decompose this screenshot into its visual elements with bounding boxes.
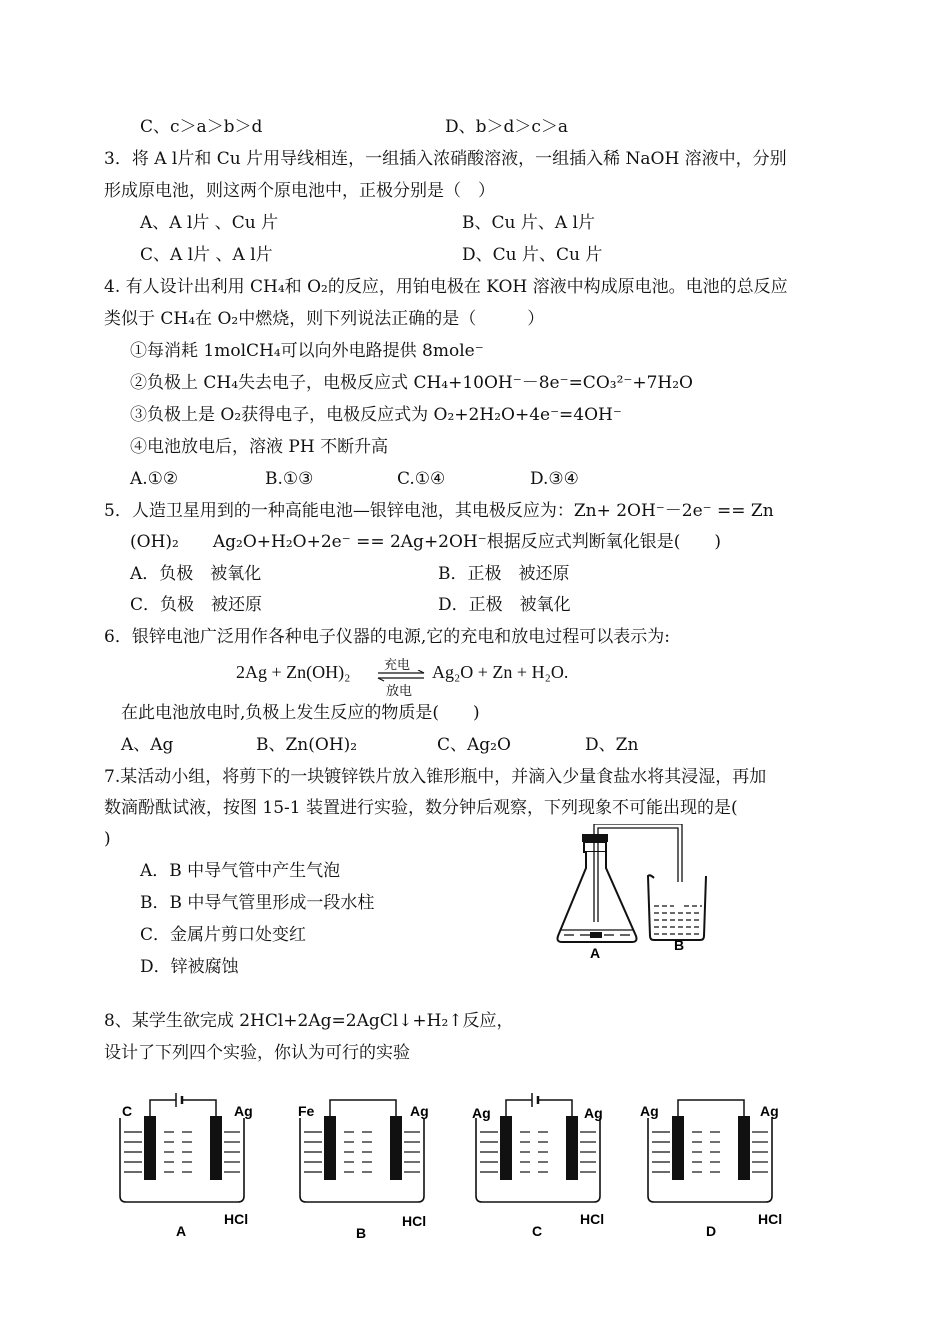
q4-option-a: A.①②	[130, 469, 179, 489]
q7-option-b: B．B 中导气管里形成一段水柱	[140, 893, 375, 913]
q5-option-a: A．负极 被氧化	[130, 564, 262, 584]
q8-stem-line2: 设计了下列四个实验，你认为可行的实验	[104, 1043, 410, 1063]
q7-stem-line3: )	[104, 829, 111, 849]
q4-stem-line1: 4. 有人设计出利用 CH₄和 O₂的反应，用铂电极在 KOH 溶液中构成原电池。电池的总反应	[104, 277, 788, 297]
cell-d-tag: D	[706, 1223, 717, 1239]
q4-stem-line2: 类似于 CH₄在 O₂中燃烧，则下列说法正确的是（ ）	[104, 309, 545, 329]
q4-option-c: C.①④	[397, 469, 446, 489]
q3-stem-line2: 形成原电池，则这两个原电池中，正极分别是（ ）	[104, 181, 495, 201]
cell-b-solution: HCl	[402, 1213, 427, 1229]
q3-stem-line1: 3．将 A l片和 Cu 片用导线相连，一组插入浓硝酸溶液，一组插入稀 NaOH 溶液中，分别	[104, 149, 787, 169]
beaker-b	[648, 875, 706, 940]
q6-option-b: B、Zn(OH)₂	[256, 735, 358, 755]
q8-cells-figure	[112, 1092, 812, 1252]
q6-equation	[236, 657, 616, 700]
q4-option-d: D.③④	[530, 469, 579, 489]
cell-c-left-electrode: Ag	[472, 1105, 491, 1121]
q6-stem-line2: 在此电池放电时,负极上发生反应的物质是( )	[121, 703, 480, 723]
cell-c-tag: C	[532, 1223, 543, 1239]
cell-b-right-electrode: Ag	[410, 1103, 429, 1119]
q5-option-c: C．负极 被还原	[130, 595, 263, 615]
q6-equation-charge: 充电	[384, 657, 411, 672]
cell-a-right-electrode: Ag	[234, 1103, 253, 1119]
q5-stem-line2: (OH)₂ Ag₂O+H₂O+2e⁻ == 2Ag+2OH⁻根据反应式判断氧化银是( )	[130, 532, 721, 552]
q5-stem-line1: 5．人造卫星用到的一种高能电池—银锌电池，其电极反应为：Zn+ 2OH⁻－2e⁻ == Zn	[104, 501, 774, 521]
q3-option-c: C、A l片 、A l片	[140, 245, 273, 265]
q5-option-d: D．正极 被氧化	[438, 595, 571, 615]
q3-option-b: B、Cu 片、A l片	[462, 213, 595, 233]
q7-option-d: D．锌被腐蚀	[140, 957, 239, 977]
cell-b-left-electrode: Fe	[298, 1103, 315, 1119]
cell-a-left-electrode: C	[122, 1103, 133, 1119]
q3-option-a: A、A l片 、Cu 片	[140, 213, 279, 233]
q6-stem-line1: 6．银锌电池广泛用作各种电子仪器的电源,它的充电和放电过程可以表示为:	[104, 627, 670, 647]
q8-stem-line1: 8、某学生欲完成 2HCl+2Ag=2AgCl↓+H₂↑反应，	[104, 1011, 514, 1031]
q4-statement-2: ②负极上 CH₄失去电子，电极反应式 CH₄+10OH⁻－8e⁻=CO₃²⁻+7H₂O	[130, 373, 693, 393]
q7-option-a: A．B 中导气管中产生气泡	[140, 861, 341, 881]
q7-apparatus-figure	[550, 824, 750, 964]
q6-equation-right: Ag₂O + Zn + H₂O.	[432, 662, 569, 682]
q6-option-c: C、Ag₂O	[437, 735, 511, 755]
q3-option-d: D、Cu 片、Cu 片	[462, 245, 603, 265]
q7-stem-line2: 数滴酚酞试液，按图 15-1 装置进行实验，数分钟后观察，下列现象不可能出现的是(	[104, 798, 738, 818]
q6-equation-discharge: 放电	[386, 683, 413, 698]
cell-a-solution: HCl	[224, 1211, 249, 1227]
cell-c	[472, 1093, 604, 1239]
q6-equation-left: 2Ag + Zn(OH)₂	[236, 662, 351, 682]
cell-d-solution: HCl	[758, 1211, 783, 1227]
q6-option-d: D、Zn	[585, 735, 639, 755]
cell-a	[120, 1093, 253, 1239]
q7-option-c: C．金属片剪口处变红	[140, 925, 307, 945]
cell-d-right-electrode: Ag	[760, 1103, 779, 1119]
q2-option-c: C、c＞a＞b＞d	[140, 117, 263, 137]
cell-d	[640, 1100, 782, 1239]
q4-statement-1: ①每消耗 1molCH₄可以向外电路提供 8mole⁻	[130, 341, 484, 361]
q4-statement-4: ④电池放电后，溶液 PH 不断升高	[130, 437, 389, 457]
beaker-label: B	[674, 937, 685, 953]
cell-a-tag: A	[176, 1223, 187, 1239]
cell-d-left-electrode: Ag	[640, 1103, 659, 1119]
flask-label: A	[590, 945, 601, 961]
q5-option-b: B．正极 被还原	[438, 564, 570, 584]
q4-option-b: B.①③	[265, 469, 314, 489]
q7-stem-line1: 7.某活动小组，将剪下的一块镀锌铁片放入锥形瓶中，并滴入少量食盐水将其浸湿，再加	[104, 767, 767, 787]
cell-b	[298, 1100, 429, 1241]
cell-b-tag: B	[356, 1225, 367, 1241]
cell-c-solution: HCl	[580, 1211, 605, 1227]
cell-c-right-electrode: Ag	[584, 1105, 603, 1121]
q6-option-a: A、Ag	[121, 735, 174, 755]
q2-option-d: D、b＞d＞c＞a	[445, 117, 569, 137]
q4-statement-3: ③负极上是 O₂获得电子，电极反应式为 O₂+2H₂O+4e⁻=4OH⁻	[130, 405, 622, 425]
flask-a	[558, 828, 637, 942]
